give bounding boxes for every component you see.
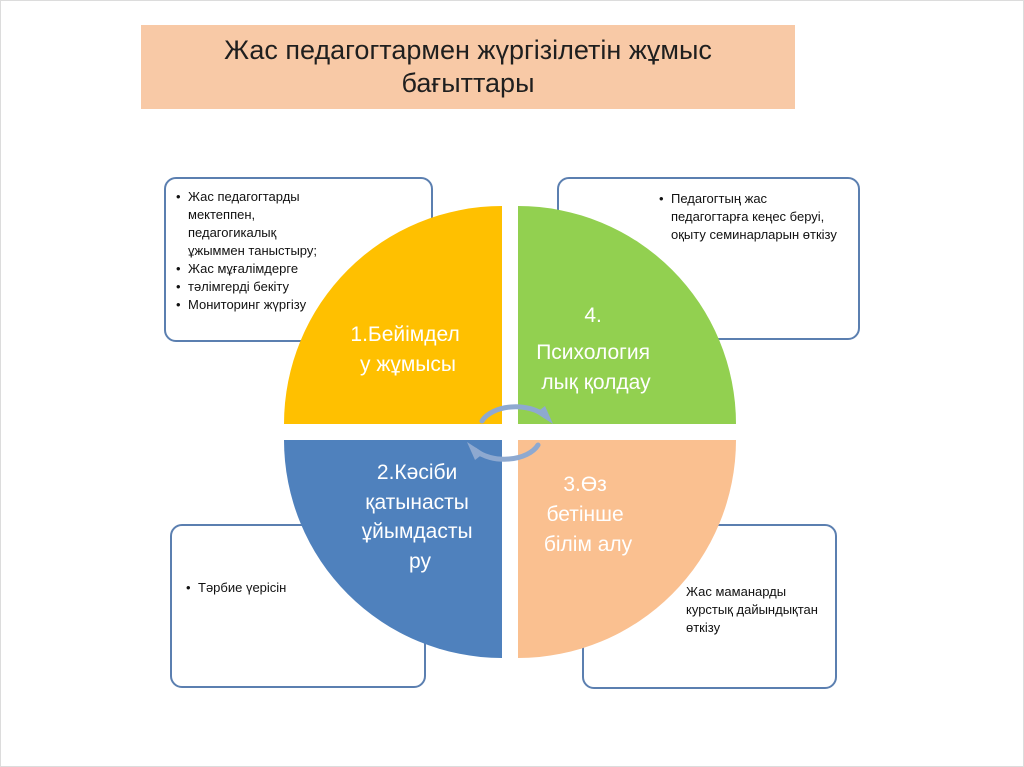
label-line: 1.Бейімдел [350, 323, 460, 346]
label-line: у жұмысы [359, 353, 457, 376]
quadrant-adaptation [284, 206, 502, 424]
label-line: қатынасты [365, 491, 469, 514]
note-adaptation-item: • Жас педагогтарды мектеппен, педагогикалық ұжыммен таныстыру; [176, 188, 326, 260]
directions-circle-diagram [270, 192, 750, 672]
label-line: 3.Өз [563, 473, 607, 496]
label-line: 2.Кәсіби [376, 461, 458, 484]
note-psychological-support-item: • Педагогтың жас педагогтарға кеңес беруі, оқыту семинарларын өткізу [659, 190, 846, 244]
note-self-education-text: Жас маманарды курстық дайындықтан өткізу [686, 584, 818, 635]
title-banner [141, 25, 795, 109]
label-line: бетінше [546, 503, 624, 526]
label-line: ру [409, 550, 431, 573]
note-professional-relations-item: • Тәрбие үерісін [186, 579, 424, 597]
label-line: білім алу [543, 533, 633, 556]
note-adaptation-item: • тәлімгерді бекіту [176, 278, 326, 296]
label-line: лық қолдау [541, 371, 651, 394]
label-line: 4. [584, 304, 602, 327]
label-line: Психология [536, 341, 650, 364]
note-adaptation-item: • Мониторинг жүргізу [176, 296, 326, 314]
label-line: ұйымдасты [361, 520, 473, 543]
slide-title: Жас педагогтармен жүргізілетін жұмыс бағыттары [224, 35, 712, 98]
note-adaptation-item: • Жас мұғалімдерге [176, 260, 326, 278]
